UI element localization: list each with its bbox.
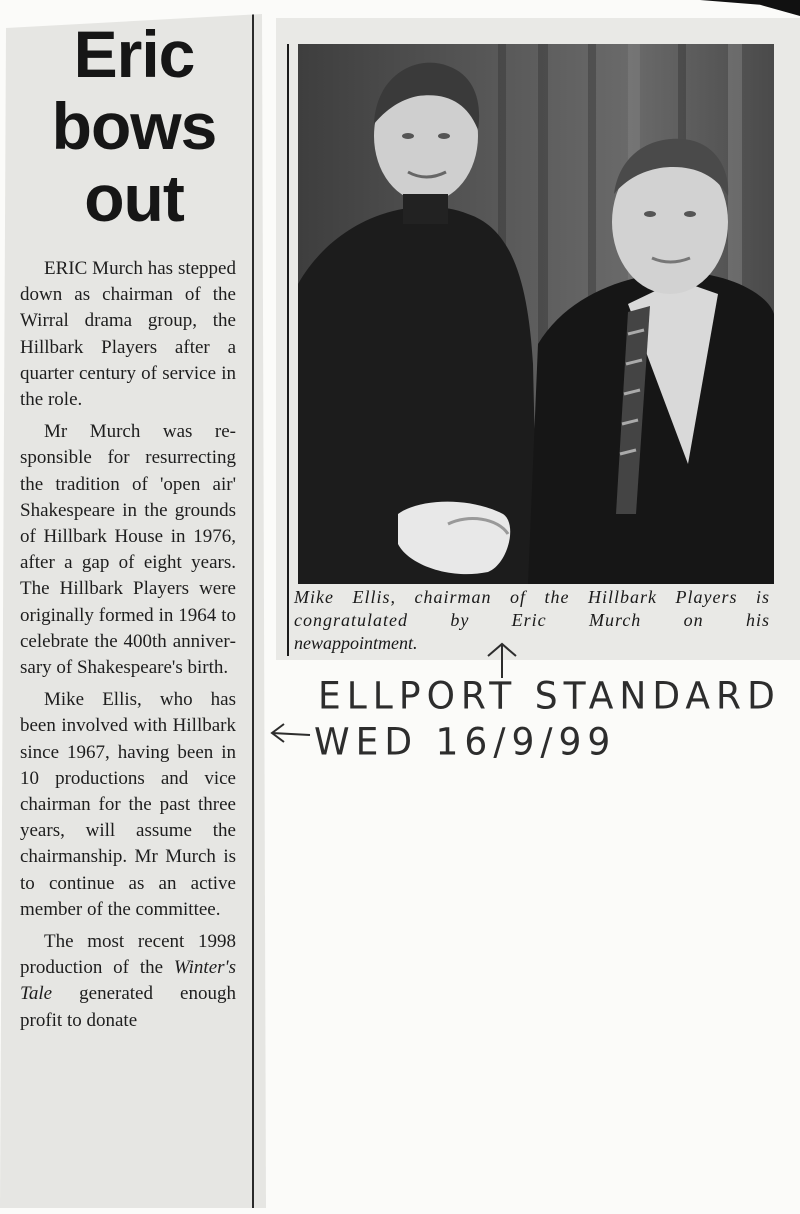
paragraph-4-end: generated enough profit to donate: [20, 983, 236, 1031]
caption-last-line: newappointment.: [294, 633, 418, 653]
paragraph-4-start: The most recent 1998 production of the: [20, 931, 236, 979]
photograph: [298, 44, 774, 584]
column-rule: [252, 14, 254, 1214]
headline-line-2: bows: [51, 89, 217, 163]
paragraph-4: [20, 929, 236, 1034]
photograph-illustration: [298, 44, 774, 584]
headline: [26, 18, 242, 234]
paragraph-4-title: Winter's Tale: [20, 957, 236, 1005]
paragraph-1: ERIC Murch has stepped down as chairman of the Wirral drama group, the Hillbark Players after a quarter century of service in the role.: [20, 258, 236, 411]
caption-main: Mike Ellis, chairman of the Hillbark Players is congratulated by Eric Murch on his: [294, 587, 770, 630]
handwritten-date: WED 16/9/99: [314, 720, 617, 765]
paragraph-3: Mike Ellis, who has been involved with Hillbark since 1967, having been in 10 productions and vice chairman for the past three years, will assume the chairmanship. Mr Murch is to continue as an active member of the committee.: [20, 689, 236, 920]
photo-caption: [294, 586, 770, 655]
headline-line-1: Eric: [73, 17, 195, 91]
dark-corner: [700, 0, 800, 16]
headline-line-3: out: [84, 161, 184, 235]
handwritten-source: ELLPORT STANDARD: [318, 674, 781, 719]
arrow-left-icon: [268, 722, 312, 744]
article-body: [20, 256, 236, 1034]
photo-frame-line: [287, 44, 289, 656]
paragraph-2: Mr Murch was responsible for resurrecting the tradition of 'open air' Shakespeare in the grounds of Hillbark House in 1976, after a gap of eight years. The Hillbark Players were originally formed in 1964 to celebrate the 400th anniversary of Shakespeare's birth.: [20, 421, 236, 679]
